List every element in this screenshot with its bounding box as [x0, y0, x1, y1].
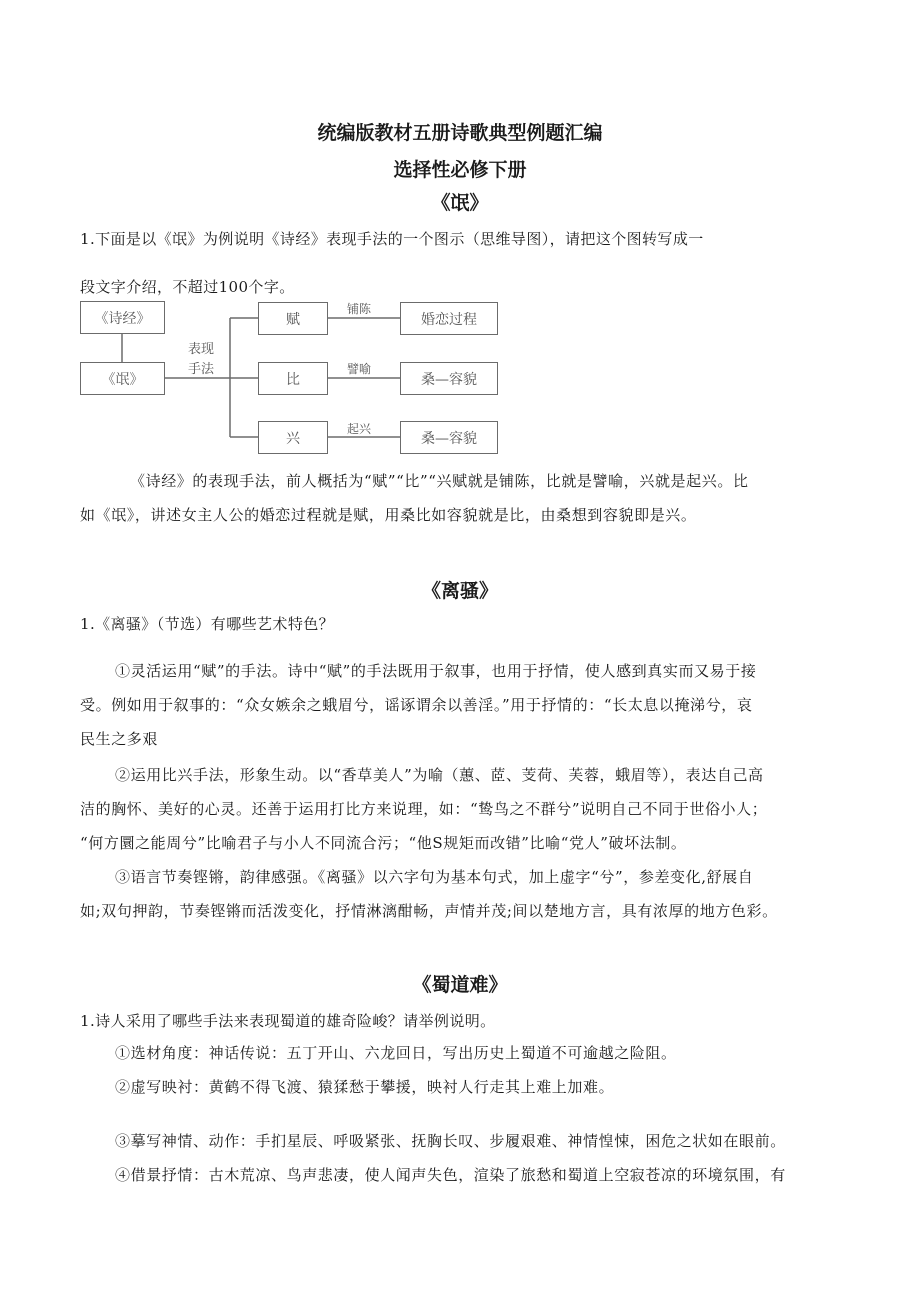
target-fu: 婚恋过程 — [400, 302, 498, 335]
answer-lisao-line-5: 洁的胸怀、美好的心灵。还善于运用打比方来说理，如：“鸷鸟之不群兮”说明自己不同于世俗小人； — [80, 800, 768, 818]
node-mang: 《氓》 — [80, 362, 165, 395]
question-lisao: 1.《离骚》（节选）有哪些艺术特色？ — [80, 615, 335, 633]
question-mang-line-2: 段文字介绍，不超过100个字。 — [80, 278, 295, 296]
answer-shudao-line-1: ①选材角度：神话传说：五丁开山、六龙回日，写出历史上蜀道不可逾越之险阻。 — [115, 1044, 677, 1062]
answer-mang-line-2: 如《氓》，讲述女主人公的婚恋过程就是赋，用桑比如容貌就是比，由桑想到容貌即是兴。 — [80, 506, 697, 524]
section-title-mang: 《氓》 — [431, 192, 489, 214]
node-xing: 兴 — [258, 421, 328, 454]
link-label-xing: 起兴 — [347, 422, 372, 436]
answer-lisao-line-6: “何方圜之能周兮”比喻君子与小人不同流合污；“他S规矩而改错”比喻“党人”破坏法制。 — [80, 834, 687, 852]
node-bi: 比 — [258, 362, 328, 395]
answer-shudao-line-3: ③摹写神情、动作：手扪星辰、呼吸紧张、抚胸长叹、步履艰难、神情惶悚，困危之状如在眼前。 — [115, 1132, 786, 1150]
node-fu: 赋 — [258, 302, 328, 335]
answer-lisao-line-8: 如;双句押韵，节奏铿锵而活泼变化，抒情淋漓酣畅，声情并茂;间以楚地方言，具有浓厚的地方色彩。 — [80, 902, 778, 920]
answer-lisao-line-4: ②运用比兴手法，形象生动。以“香草美人”为喻（蕙、茝、芰荷、芙蓉，蛾眉等），表达自己高 — [115, 766, 764, 784]
answer-lisao-line-3: 民生之多艰 — [80, 730, 159, 748]
diagram-connectors — [0, 0, 920, 470]
doc-subtitle: 选择性必修下册 — [393, 159, 527, 181]
target-bi: 桑—容貌 — [400, 362, 498, 395]
link-label-fu: 铺陈 — [347, 302, 372, 316]
answer-mang-line-1: 《诗经》的表现手法，前人概括为“赋”“比”“兴赋就是铺陈，比就是譬喻，兴就是起兴。比 — [130, 472, 749, 490]
section-title-lisao: 《离骚》 — [421, 580, 498, 602]
question-mang-line-1: 1.下面是以《氓》为例说明《诗经》表现手法的一个图示（思维导图），请把这个图转写成一 — [80, 230, 704, 248]
answer-lisao-line-2: 受。例如用于叙事的：“众女嫉余之蛾眉兮，谣诼谓余以善淫。”用于抒情的：“长太息以掩涕兮，哀 — [80, 696, 753, 714]
section-title-shudao: 《蜀道难》 — [412, 974, 508, 996]
answer-lisao-line-7: ③语言节奏铿锵，韵律感强。《离骚》以六字句为基本句式，加上虚字“兮”，参差变化,舒展自 — [115, 868, 754, 886]
doc-title: 统编版教材五册诗歌典型例题汇编 — [317, 122, 603, 144]
question-shudao: 1.诗人采用了哪些手法来表现蜀道的雄奇险峻？请举例说明。 — [80, 1012, 496, 1030]
answer-shudao-line-2: ②虚写映衬：黄鹤不得飞渡、猿猱愁于攀援，映衬人行走其上难上加难。 — [115, 1078, 615, 1096]
link-label-bi: 譬喻 — [347, 362, 372, 376]
target-xing: 桑—容貌 — [400, 421, 498, 454]
node-shijing: 《诗经》 — [80, 301, 165, 334]
answer-lisao-line-1: ①灵活运用“赋”的手法。诗中“赋”的手法既用于叙事，也用于抒情，使人感到真实而又易于接 — [115, 662, 757, 680]
label-method: 表现手法 — [187, 342, 214, 377]
answer-shudao-line-4: ④借景抒情：古木荒凉、鸟声悲凄，使人闻声失色，渲染了旅愁和蜀道上空寂苍凉的环境氛围，有 — [115, 1166, 786, 1184]
